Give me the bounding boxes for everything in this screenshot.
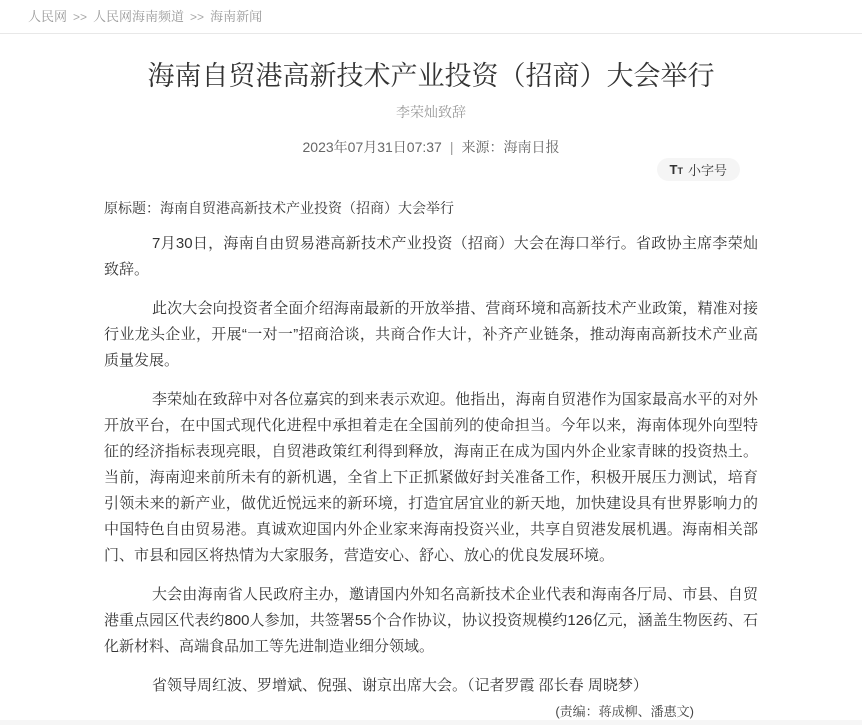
paragraph-5: 省领导周红波、罗增斌、倪强、谢京出席大会。（记者罗霞 邵长春 周晓梦） (152, 677, 648, 694)
article-title: 海南自贸港高新技术产业投资（招商）大会举行 (147, 61, 715, 91)
page-footer-strip (0, 720, 862, 725)
article-body (104, 198, 758, 719)
article-subtitle: 李荣灿致辞 (396, 104, 466, 120)
breadcrumb-separator: >> (190, 10, 205, 24)
article-meta (104, 139, 758, 155)
paragraph-2: 此次大会向投资者全面介绍海南最新的开放举措、营商环境和高新技术产业政策，精准对接行业龙头企业，开展“一对一”招商洽谈，共商合作大计，补齐产业链条，推动海南高新技术产业高质量发展。 (104, 300, 758, 369)
paragraph-4: 大会由海南省人民政府主办，邀请国内外知名高新技术企业代表和海南各厅局、市县、自贸港重点园区代表约800人参加，共签署55个合作协议，协议投资规模约126亿元，涵盖生物医药、石化新材料、高端食品加工等先进制造业细分领域。 (104, 586, 758, 655)
font-size-icon: T T (669, 162, 683, 177)
breadcrumb-separator: >> (73, 10, 88, 24)
article-content (104, 60, 758, 719)
publish-date: 2023年07月31日07:37 (302, 139, 442, 155)
breadcrumb-link-hainan-channel[interactable]: 人民网海南频道 (93, 9, 185, 24)
paragraph-3: 李荣灿在致辞中对各位嘉宾的到来表示欢迎。他指出，海南自贸港作为国家最高水平的对外开放平台，在中国式现代化进程中承担着走在全国前列的使命担当。今年以来，海南体现外向型特征的经济指标表现亮眼，自贸港政策红利得到释放，海南正在成为国内外企业家青睐的投资热土。当前，海南迎来前所未有的新机遇，全省上下正抓紧做好封关准备工作，积极开展压力测试，培育引领未来的新产业，做优近悦远来的新环境，打造宜居宜业的新天地，加快建设具有世界影响力的中国特色自由贸易港。真诚欢迎国内外企业家来海南投资兴业，共享自贸港发展机遇。海南相关部门、市县和园区将热情为大家服务，营造安心、舒心、放心的优良发展环境。 (104, 391, 758, 564)
meta-pipe: | (449, 139, 454, 155)
editors-note: (责编：蒋成柳、潘惠文) (555, 704, 694, 719)
source-link[interactable]: 海南日报 (503, 139, 560, 155)
header-divider (0, 33, 862, 34)
breadcrumb (0, 0, 862, 33)
breadcrumb-link-peoples-net[interactable]: 人民网 (28, 9, 68, 24)
font-size-button[interactable] (657, 158, 740, 181)
breadcrumb-link-hainan-news[interactable]: 海南新闻 (210, 9, 263, 24)
paragraph-1: 7月30日，海南自由贸易港高新技术产业投资（招商）大会在海口举行。省政协主席李荣灿致辞。 (104, 235, 758, 278)
source-label: 来源： (461, 139, 504, 155)
font-size-row (104, 158, 758, 181)
font-size-label: 小字号 (687, 163, 727, 178)
original-title-line: 原标题：海南自贸港高新技术产业投资（招商）大会举行 (104, 200, 454, 216)
